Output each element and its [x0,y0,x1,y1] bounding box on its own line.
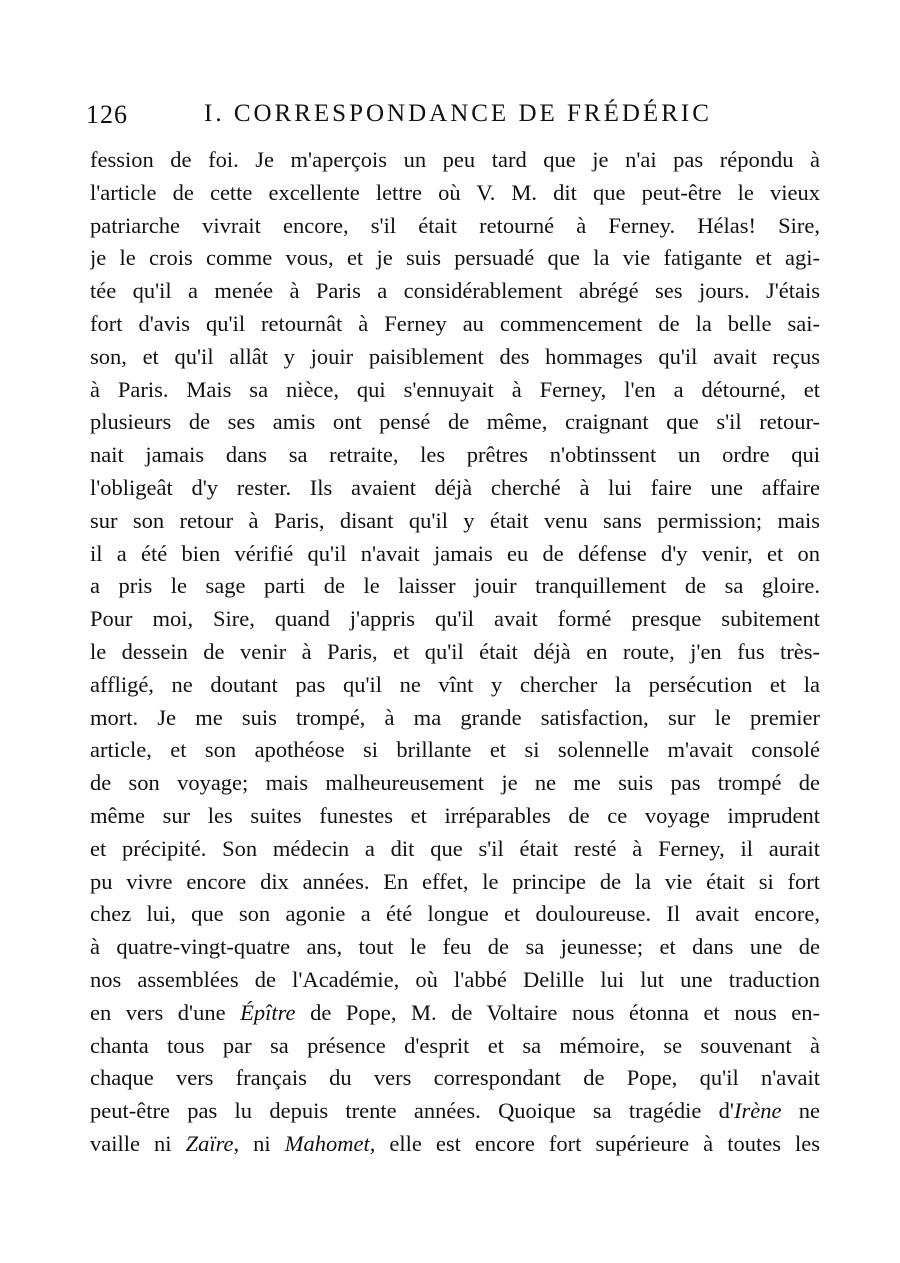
text-line: nos assemblées de l'Académie, où l'abbé Delille lui lut une traduction [90,966,820,992]
italic-title-epitre: Épître [240,999,296,1025]
text-line: affligé, ne doutant pas qu'il ne vînt y chercher la persécution et la [90,671,820,697]
text-line: chanta tous par sa présence d'esprit et sa mémoire, se souvenant à [90,1032,820,1058]
italic-title-irene: Irène [733,1098,782,1124]
text-line: de son voyage; mais malheureusement je ne me suis pas trompé de [90,770,820,796]
italic-title-zaire: Zaïre [185,1130,234,1156]
text-run: en vers d'une [90,999,241,1025]
text-line: chez lui, que son agonie a été longue et douloureuse. Il avait encore, [90,901,820,927]
text-line: mort. Je me suis trompé, à ma grande satisfaction, sur le premier [90,704,820,730]
text-line: fort d'avis qu'il retournât à Ferney au commencement de la belle sai- [90,310,820,336]
text-line [90,997,820,1030]
body-text [90,144,820,1161]
text-line: à quatre-vingt-quatre ans, tout le feu de sa jeunesse; et dans une de [90,934,820,960]
text-line: nait jamais dans sa retraite, les prêtres n'obtinssent un ordre qui [90,442,820,468]
text-line: chaque vers français du vers correspondant de Pope, qu'il n'avait [90,1065,820,1091]
text-line: Pour moi, Sire, quand j'appris qu'il avait formé presque subitement [90,606,820,632]
text-line [90,1095,820,1128]
text-line: l'article de cette excellente lettre où V. M. dit que peut-être le vieux [90,179,820,205]
text-line [90,1128,820,1161]
text-line: le dessein de venir à Paris, et qu'il était déjà en route, j'en fus très- [90,638,820,664]
text-line: fession de foi. Je m'aperçois un peu tard que je n'ai pas répondu à [90,147,820,172]
text-line: tée qu'il a menée à Paris a considérablement abrégé ses jours. J'étais [90,278,820,304]
text-line: son, et qu'il allât y jouir paisiblement des hommages qu'il avait reçus [90,343,820,369]
text-line: même sur les suites funestes et irréparables de ce voyage imprudent [90,802,820,828]
text-run: elle est encore fort supérieure à toutes les [375,1130,820,1156]
text-line: à Paris. Mais sa nièce, qui s'ennuyait à Ferney, l'en a détourné, et [90,376,820,402]
text-line: plusieurs de ses amis ont pensé de même, craignant que s'il retour- [90,409,820,435]
text-run: vaille ni [90,1130,186,1156]
italic-title-mahomet: Mahomet, [284,1130,376,1156]
text-line: il a été bien vérifié qu'il n'avait jamais eu de défense d'y venir, et on [90,540,820,566]
running-title: I. CORRESPONDANCE DE FRÉDÉRIC [204,100,712,127]
text-line: pu vivre encore dix années. En effet, le principe de la vie était si fort [90,868,820,894]
text-line: je le crois comme vous, et je suis persuadé que la vie fatigante et agi- [90,245,820,271]
text-run: de Pope, M. de Voltaire nous étonna et nous en- [295,999,820,1025]
text-line: article, et son apothéose si brillante et si solennelle m'avait consolé [90,737,820,763]
text-run: , ni [233,1130,285,1156]
text-line: l'obligeât d'y rester. Ils avaient déjà cherché à lui faire une affaire [90,474,820,500]
text-line: a pris le sage parti de le laisser jouir tranquillement de sa gloire. [90,573,820,599]
text-run: peut-être pas lu depuis trente années. Quoique sa tragédie d' [90,1098,734,1124]
text-line: patriarche vivrait encore, s'il était retourné à Ferney. Hélas! Sire, [90,212,820,238]
page-number: 126 [86,100,128,129]
text-line: sur son retour à Paris, disant qu'il y était venu sans permission; mais [90,507,820,533]
text-run: ne [781,1098,820,1124]
text-line: et précipité. Son médecin a dit que s'il était resté à Ferney, il aurait [90,835,820,861]
running-head [86,98,826,138]
